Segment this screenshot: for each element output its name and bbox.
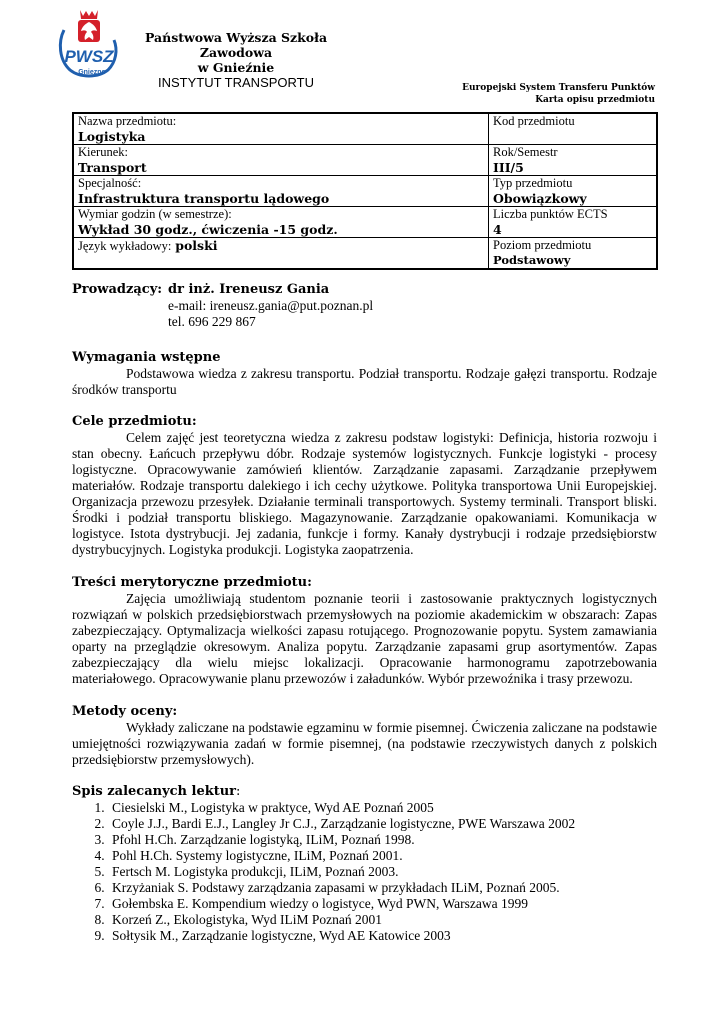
course-level-value: Podstawowy — [493, 253, 571, 267]
literature-title — [72, 784, 657, 800]
list-item: 4. Pohl H.Ch. Systemy logistyczne, ILiM, Poznań 2001. — [108, 848, 657, 864]
table-cell — [489, 207, 658, 238]
logo-text-top: PWSZ — [64, 47, 114, 66]
teacher-line — [72, 282, 657, 298]
assessment-body: Wykłady zaliczane na podstawie egzaminu w formie pisemnej. Ćwiczenia zaliczane na podstawie umiejętności rozwiązywania zadań w formie pisemnej, (na podstawie rzeczywistych danych z polskich przedsiębiorstw przemysłowych). — [72, 720, 657, 767]
requirements-body: Podstawowa wiedza z zakresu transportu. Podział transportu. Rodzaje gałęzi transportu. Rodzaje środków transportu — [72, 366, 657, 397]
content-body: Zajęcia umożliwiają studentom poznanie teorii i zastosowanie praktycznych logistycznych rozwiązań w polskich przedsiębiorstwach przemysłowych na poziomie akademickim w obszarach: Zapas zabezpieczający. Optymalizacja wielkości zapasu rotującego. Prognozowanie popytu. System zamawiania oparty na przeglądzie okresowym. Analiza popytu. Zarządzanie zapasami grup asortymentów. Zapas zabezpieczający dla wielu miejsc lokalizacji. Opracowanie harmonogramu zapotrzebowania materiałowego. Opracowywanie planu przewozów i załadunków. Wybór przewoźnika i trasy przewozu. — [72, 591, 657, 686]
course-info-table — [72, 112, 658, 270]
course-name-value: Logistyka — [78, 129, 146, 144]
course-type-label: Typ przedmiotu — [493, 176, 573, 190]
literature-list — [72, 800, 657, 944]
table-cell — [489, 145, 658, 176]
course-description — [72, 282, 657, 944]
school-header — [126, 30, 346, 91]
ects-points-value: 4 — [493, 222, 502, 237]
teacher-name: dr inż. Ireneusz Gania — [168, 282, 330, 297]
table-cell — [73, 238, 489, 270]
year-semester-value: III/5 — [493, 160, 524, 175]
hours-value: Wykład 30 godz., ćwiczenia -15 godz. — [78, 222, 338, 237]
table-cell — [73, 176, 489, 207]
assessment-title: Metody oceny: — [72, 704, 178, 719]
table-cell — [73, 113, 489, 145]
school-name-line1: Państwowa Wyższa Szkoła Zawodowa — [144, 30, 328, 60]
table-cell — [489, 176, 658, 207]
course-name-label: Nazwa przedmiotu: — [78, 114, 177, 128]
table-cell — [73, 145, 489, 176]
list-item: 6. Krzyżaniak S. Podstawy zarządzania zapasami w przykładach ILiM, Poznań 2005. — [108, 880, 657, 896]
list-item: 8. Korzeń Z., Ekologistyka, Wyd ILiM Poznań 2001 — [108, 912, 657, 928]
list-item: 2. Coyle J.J., Bardi E.J., Langley Jr C.J., Zarządzanie logistyczne, PWE Warszawa 2002 — [108, 816, 657, 832]
language-value: polski — [175, 238, 218, 253]
table-row — [73, 207, 657, 238]
list-item: 9. Sołtysik M., Zarządzanie logistyczne, Wyd AE Katowice 2003 — [108, 928, 657, 944]
list-item: 5. Fertsch M. Logistyka produkcji, ILiM, Poznań 2003. — [108, 864, 657, 880]
logo-text-bottom: Gniezno — [78, 69, 106, 76]
literature-title-text: Spis zalecanych lektur — [72, 784, 237, 799]
institute-name: INSTYTUT TRANSPORTU — [157, 75, 315, 90]
table-row — [73, 238, 657, 270]
table-cell — [489, 113, 658, 145]
literature-title-suffix: : — [236, 784, 241, 799]
table-row — [73, 145, 657, 176]
ects-line2: Karta opisu przedmiotu — [535, 95, 655, 105]
course-type-value: Obowiązkowy — [493, 191, 587, 206]
field-value: Transport — [78, 160, 147, 175]
teacher-email: e-mail: ireneusz.gania@put.poznan.pl — [168, 298, 374, 313]
hours-label: Wymiar godzin (w semestrze): — [78, 207, 232, 221]
ects-points-label: Liczba punktów ECTS — [493, 207, 608, 221]
ects-header — [462, 82, 655, 106]
goals-body: Celem zajęć jest teoretyczna wiedza z zakresu podstaw logistyki: Definicja, historia rozwoju i stan obecny. Łańcuch przepływu dóbr. Rodzaje systemów logistycznych. Funkcje logistyki - procesy logistyczne. Opracowywanie zamówień klientów. Zarządzanie zapasami. Zarządzanie przepływem materiałów. Rodzaje transportu dalekiego i ich cechy użytkowe. Polityka transportowa Unii Europejskiej. Organizacja przewozu przesyłek. Działanie terminali transportowych. Systemy terminali. Transport bliski. Środki i podział transportu bliskiego. Magazynowanie. Zarządzanie opakowaniami. Komunikacja w logistyce. Istota dystrybucji. Jej zadania, funkcje i formy. Kanały dystrybucji i rodzaje przedsiębiorstw dystrybucyjnych. Logistyka produkcji. Logistyka zaopatrzenia. — [72, 430, 657, 557]
school-name-line2: w Gnieźnie — [197, 60, 275, 75]
content-title: Treści merytoryczne przedmiotu: — [72, 575, 312, 590]
course-level-label: Poziom przedmiotu — [493, 238, 592, 252]
school-logo — [56, 8, 122, 80]
table-cell — [489, 238, 658, 270]
field-label: Kierunek: — [78, 145, 128, 159]
table-row — [73, 176, 657, 207]
teacher-label: Prowadzący: — [72, 282, 163, 297]
goals-title: Cele przedmiotu: — [72, 414, 197, 429]
specialty-label: Specjalność: — [78, 176, 142, 190]
list-item: 1. Ciesielski M., Logistyka w praktyce, Wyd AE Poznań 2005 — [108, 800, 657, 816]
table-cell — [73, 207, 489, 238]
requirements-title: Wymagania wstępne — [72, 350, 221, 365]
crown-icon — [80, 10, 98, 19]
table-row — [73, 113, 657, 145]
list-item: 3. Pfohl H.Ch. Zarządzanie logistyką, ILiM, Poznań 1998. — [108, 832, 657, 848]
teacher-phone: tel. 696 229 867 — [168, 314, 256, 329]
year-semester-label: Rok/Semestr — [493, 145, 558, 159]
language-label: Język wykładowy: — [78, 239, 172, 253]
ects-line1: Europejski System Transferu Punktów — [462, 83, 655, 93]
list-item: 7. Gołembska E. Kompendium wiedzy o logistyce, Wyd PWN, Warszawa 1999 — [108, 896, 657, 912]
specialty-value: Infrastruktura transportu lądowego — [78, 191, 330, 206]
course-code-label: Kod przedmiotu — [493, 114, 575, 128]
